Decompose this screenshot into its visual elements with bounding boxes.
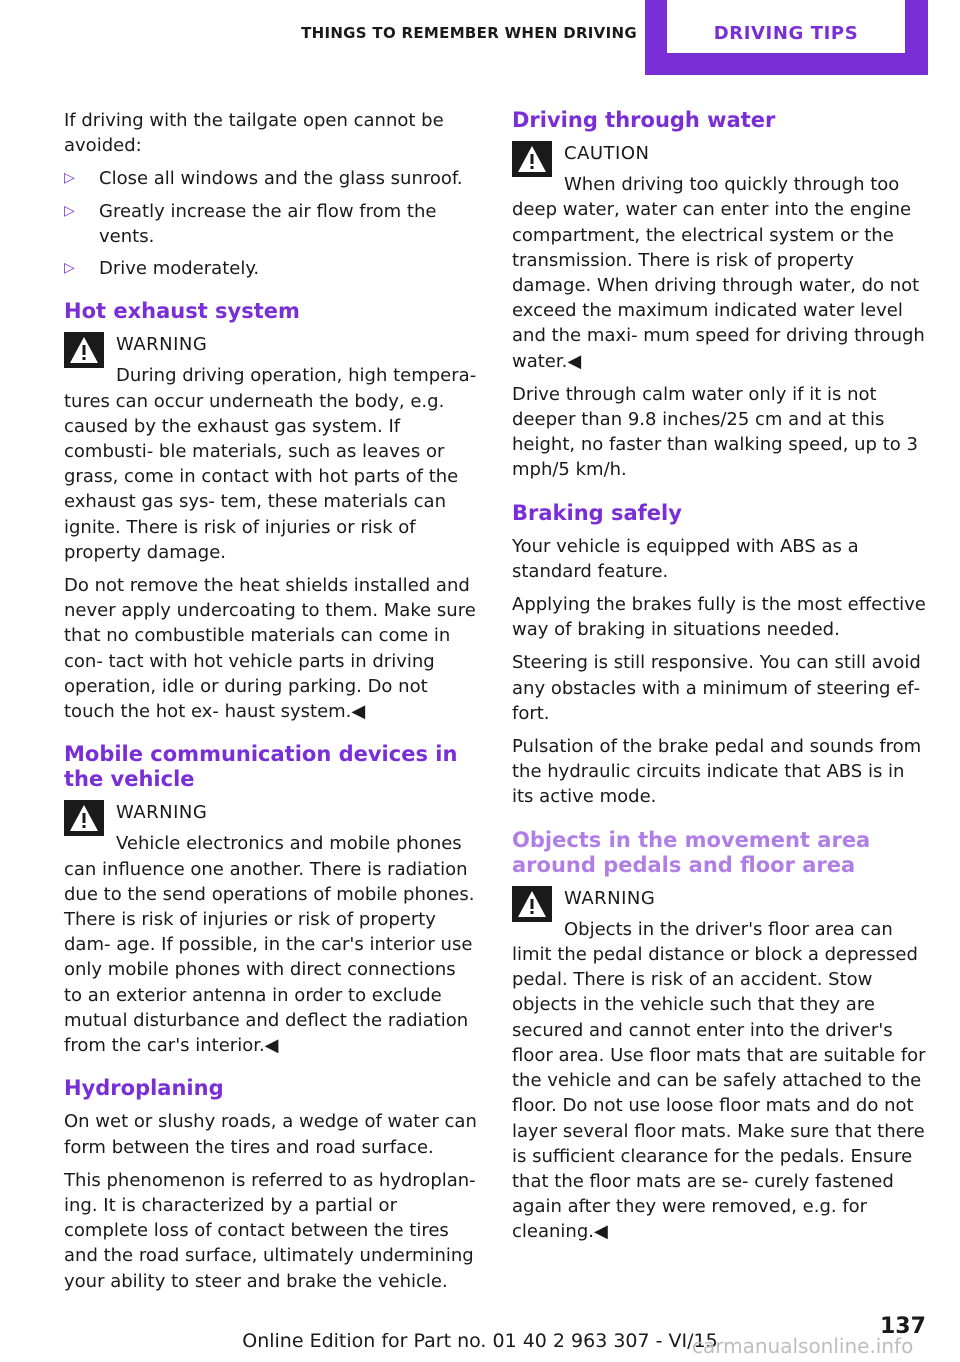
watermark: carmanualsonline.info bbox=[692, 1334, 914, 1358]
paragraph: Applying the brakes fully is the most effective way of braking in situations needed. bbox=[512, 594, 926, 641]
chapter-tab bbox=[645, 0, 928, 75]
list-item: ▷ Greatly increase the air flow from the vents. bbox=[64, 199, 479, 249]
caution-label: CAUTION bbox=[564, 143, 650, 164]
paragraph: This phenomenon is referred to as hydroplan‐ ing. It is characterized by a partial or complete loss of contact between the tires and the road surface, ultimately undermining your ability to steer and brake the vehicle. bbox=[64, 1169, 476, 1292]
warning-label: WARNING bbox=[116, 334, 208, 356]
intro-paragraph: If driving with the tailgate open cannot be avoided: bbox=[64, 110, 444, 157]
warning-block bbox=[64, 332, 479, 565]
paragraph: Steering is still responsive. You can still avoid any obstacles with a minimum of steering ef‐ fort. bbox=[512, 652, 921, 724]
bullet-list bbox=[64, 166, 479, 281]
warning-label: WARNING bbox=[564, 887, 656, 909]
paragraph: Do not remove the heat shields installed and never apply undercoating to them. Make sure that no combustible materials can come in con‐ tact with hot vehicle parts in driving operation, idle or during parking. Do not touch the hot ex‐ haust system.◀ bbox=[64, 575, 476, 723]
warning-triangle-icon bbox=[512, 141, 552, 177]
list-item: ▷ Close all windows and the glass sunroof. bbox=[64, 166, 479, 191]
paragraph: On wet or slushy roads, a wedge of water can form between the tires and road surface. bbox=[64, 1111, 477, 1158]
edition-footer: Online Edition for Part no. 01 40 2 963 307 - VI/15 bbox=[242, 1330, 718, 1352]
paragraph: Your vehicle is equipped with ABS as a standard feature. bbox=[512, 535, 859, 582]
heading-driving-through-water: Driving through water bbox=[512, 108, 776, 132]
caution-block bbox=[512, 141, 927, 374]
heading-hot-exhaust: Hot exhaust system bbox=[64, 299, 300, 324]
paragraph: Drive through calm water only if it is not deeper than 9.8 inches/25 cm and at this height, no faster than walking speed, up to 3 mph/5 km/h. bbox=[512, 383, 918, 481]
heading-objects-floor-area: Objects in the movement area around pedals and floor area bbox=[512, 827, 871, 877]
page-number: 137 bbox=[880, 1314, 926, 1339]
list-item: ▷ Drive moderately. bbox=[64, 256, 479, 281]
heading-braking-safely: Braking safely bbox=[512, 500, 682, 525]
warning-label: WARNING bbox=[116, 802, 208, 824]
warning-text: Vehicle electronics and mobile phones can influence one another. There is radiation due to the send operations of mobile phones. There is risk of injuries or risk of property dam‐ age. If possible, in the car's interior use only mobile phones with direct connections to an exterior antenna in order to exclude mutual disturbance and deflect the radiation from the car's interior.◀ bbox=[64, 833, 475, 1057]
right-column bbox=[512, 108, 927, 1253]
heading-mobile-devices: Mobile communication devices in the vehicle bbox=[64, 742, 458, 792]
section-title: THINGS TO REMEMBER WHEN DRIVING bbox=[301, 24, 637, 42]
warning-block bbox=[64, 800, 479, 1058]
left-column bbox=[64, 108, 479, 1302]
warning-block bbox=[512, 886, 927, 1245]
warning-triangle-icon bbox=[64, 800, 104, 836]
warning-triangle-icon bbox=[512, 886, 552, 922]
caution-text: When driving too quickly through too deep water, water can enter into the engine compartment, the electrical system or the transmission. There is risk of property damage. When driving through water, do not exceed the maximum indicated water level and the maxi‐ mum speed for driving through water.◀ bbox=[512, 174, 925, 372]
chapter-title: DRIVING TIPS bbox=[667, 0, 905, 53]
warning-text: Objects in the driver's floor area can limit the pedal distance or block a depressed pedal. There is risk of an accident. Stow objects in the vehicle such that they are secured and cannot enter into the driver's floor area. Use floor mats that are suitable for the vehicle and can be safely attached to the floor. Do not use loose floor mats and do not layer several floor mats. Make sure that there is sufficient clearance for the pedals. Ensure that the floor mats are se‐ curely fastened again after they were removed, e.g. for cleaning.◀ bbox=[512, 918, 926, 1243]
warning-text: During driving operation, high tempera‐ tures can occur underneath the body, e.g. caused by the exhaust gas system. If combusti‐ ble materials, such as leaves or grass, come in contact with hot parts of the exhaust gas sys‐ tem, these materials can ignite. There is risk of injuries or risk of property damage. bbox=[64, 365, 477, 563]
heading-hydroplaning: Hydroplaning bbox=[64, 1076, 224, 1101]
warning-triangle-icon bbox=[64, 332, 104, 368]
paragraph: Pulsation of the brake pedal and sounds from the hydraulic circuits indicate that ABS is in its active mode. bbox=[512, 736, 922, 808]
